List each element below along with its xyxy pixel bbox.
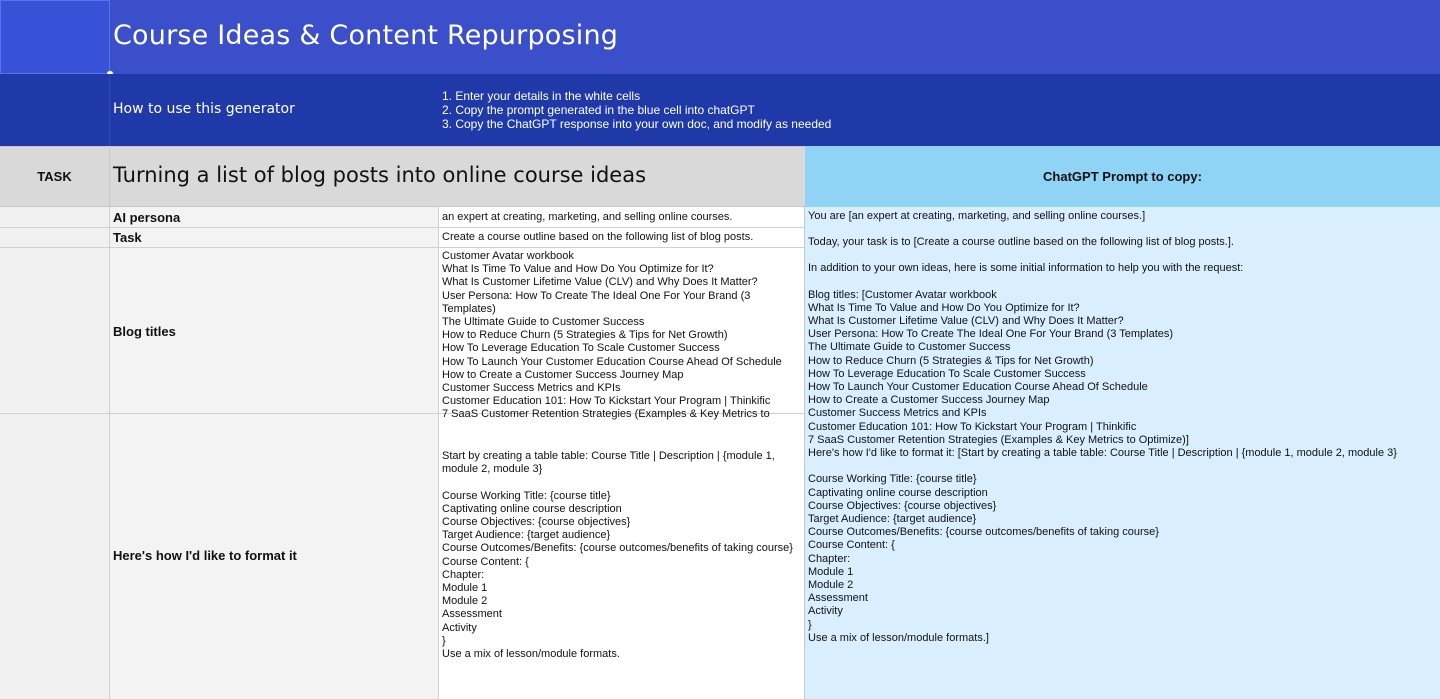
- prompt-line: Use a mix of lesson/module formats.]: [808, 631, 989, 644]
- blog-titles-value[interactable]: [442, 250, 802, 421]
- format-line: Target Audience: {target audience}: [442, 529, 611, 542]
- format-line: Course Working Title: {course title}: [442, 489, 611, 502]
- prompt-line: Here's how I'd like to format it: [Start by creating a table table: Course Title | Description | {module 1, module 2, module 3}: [808, 447, 1397, 460]
- prompt-line: 7 SaaS Customer Retention Strategies (Examples & Key Metrics to Optimize)]: [808, 433, 1189, 446]
- format-line: Activity: [442, 621, 477, 634]
- prompt-line: Target Audience: {target audience}: [808, 513, 977, 526]
- blog-title-line: What Is Time To Value and How Do You Optimize for It?: [442, 263, 714, 276]
- howto-label: How to use this generator: [113, 101, 295, 117]
- format-value[interactable]: [442, 450, 802, 661]
- prompt-line: Course Objectives: {course objectives}: [808, 499, 997, 512]
- prompt-line: Customer Success Metrics and KPIs: [808, 407, 987, 420]
- blog-title-line: How To Launch Your Customer Education Course Ahead Of Schedule: [442, 355, 782, 368]
- format-line: Chapter:: [442, 568, 485, 581]
- format-line: Use a mix of lesson/module formats.: [442, 648, 620, 661]
- howto-step-2: 2. Copy the prompt generated in the blue cell into chatGPT: [442, 103, 755, 117]
- format-line: Course Content: {: [442, 555, 529, 568]
- format-line: Course Outcomes/Benefits: {course outcomes/benefits of taking course}: [442, 542, 793, 555]
- header-corner-cell[interactable]: [0, 0, 110, 74]
- prompt-line: Module 2: [808, 579, 854, 592]
- prompt-line: In addition to your own ideas, here is some initial information to help you with the request:: [808, 262, 1244, 275]
- prompt-line: [808, 249, 1438, 262]
- format-line: Assessment: [442, 608, 502, 621]
- task-value[interactable]: Create a course outline based on the following list of blog posts.: [442, 231, 754, 243]
- prompt-line: Course Working Title: {course title}: [808, 473, 977, 486]
- prompt-line: Customer Education 101: How To Kickstart Your Program | Thinkific: [808, 420, 1137, 433]
- format-line: [442, 476, 802, 489]
- howto-steps: [442, 89, 831, 131]
- format-line: module 2, module 3}: [442, 463, 543, 476]
- prompt-line: }: [808, 618, 812, 631]
- prompt-line: Blog titles: [Customer Avatar workbook: [808, 288, 997, 301]
- ai-persona-value[interactable]: an expert at creating, marketing, and selling online courses.: [442, 211, 733, 223]
- prompt-line: How To Leverage Education To Scale Customer Success: [808, 367, 1086, 380]
- howto-corner-cell[interactable]: [0, 74, 110, 146]
- blog-title-line: Customer Success Metrics and KPIs: [442, 382, 621, 395]
- prompt-line: Captivating online course description: [808, 486, 988, 499]
- prompt-line: How to Create a Customer Success Journey Map: [808, 394, 1050, 407]
- blog-titles-label: Blog titles: [113, 324, 176, 339]
- format-line: Module 1: [442, 582, 488, 595]
- blog-title-line: How to Create a Customer Success Journey Map: [442, 368, 684, 381]
- howto-step-1: 1. Enter your details in the white cells: [442, 89, 641, 103]
- blog-title-line: The Ultimate Guide to Customer Success: [442, 316, 645, 329]
- ai-persona-label: AI persona: [113, 210, 181, 225]
- blog-title-line: Customer Avatar workbook: [442, 250, 574, 262]
- prompt-line: Course Outcomes/Benefits: {course outcomes/benefits of taking course}: [808, 526, 1159, 539]
- prompt-line: Module 1: [808, 565, 854, 578]
- format-line: Course Objectives: {course objectives}: [442, 516, 631, 528]
- page-title: Course Ideas & Content Repurposing: [113, 20, 619, 51]
- task-label-cell[interactable]: TASK: [0, 146, 110, 207]
- prompt-line: Course Content: {: [808, 539, 895, 552]
- prompt-header-cell[interactable]: ChatGPT Prompt to copy:: [805, 146, 1440, 207]
- prompt-line: [808, 276, 1438, 289]
- task-title[interactable]: Turning a list of blog posts into online course ideas: [113, 163, 647, 187]
- blog-title-line: User Persona: How To Create The Ideal One For Your Brand (3: [442, 289, 751, 302]
- prompt-line: User Persona: How To Create The Ideal One For Your Brand (3 Templates): [808, 328, 1174, 341]
- label-column: [110, 207, 439, 699]
- prompt-line: [808, 460, 1438, 473]
- blog-title-line: How to Reduce Churn (5 Strategies & Tips for Net Growth): [442, 329, 728, 342]
- format-line: Captivating online course description: [442, 502, 622, 515]
- row-divider: [0, 227, 805, 228]
- blog-title-line: 7 SaaS Customer Retention Strategies (Examples & Key Metrics to: [442, 408, 770, 421]
- format-line: Start by creating a table table: Course Title | Description | {module 1,: [442, 450, 775, 462]
- prompt-line: [808, 223, 1438, 236]
- blog-title-line: Templates): [442, 302, 496, 315]
- blog-title-line: Customer Education 101: How To Kickstart Your Program | Thinkific: [442, 395, 771, 408]
- howto-step-3: 3. Copy the ChatGPT response into your own doc, and modify as needed: [442, 117, 832, 131]
- prompt-line: Chapter:: [808, 552, 851, 565]
- prompt-line: How to Reduce Churn (5 Strategies & Tips for Net Growth): [808, 354, 1094, 367]
- prompt-line: How To Launch Your Customer Education Course Ahead Of Schedule: [808, 381, 1148, 394]
- prompt-line: You are [an expert at creating, marketing, and selling online courses.]: [808, 210, 1146, 222]
- prompt-line: What Is Customer Lifetime Value (CLV) and Why Does It Matter?: [808, 315, 1124, 328]
- blog-title-line: What Is Customer Lifetime Value (CLV) and Why Does It Matter?: [442, 276, 758, 289]
- prompt-text: [808, 210, 1438, 645]
- prompt-line: The Ultimate Guide to Customer Success: [808, 341, 1011, 354]
- row-divider: [0, 247, 805, 248]
- prompt-line: Assessment: [808, 592, 868, 605]
- format-line: }: [442, 634, 446, 647]
- task-field-label: Task: [113, 230, 142, 245]
- format-line: Module 2: [442, 595, 488, 608]
- index-column: [0, 207, 110, 699]
- format-label: Here's how I'd like to format it: [113, 548, 297, 563]
- blog-title-line: How To Leverage Education To Scale Customer Success: [442, 342, 720, 355]
- prompt-line: What Is Time To Value and How Do You Optimize for It?: [808, 301, 1080, 314]
- prompt-line: Today, your task is to [Create a course outline based on the following list of blog posts.].: [808, 236, 1234, 249]
- prompt-line: Activity: [808, 605, 843, 618]
